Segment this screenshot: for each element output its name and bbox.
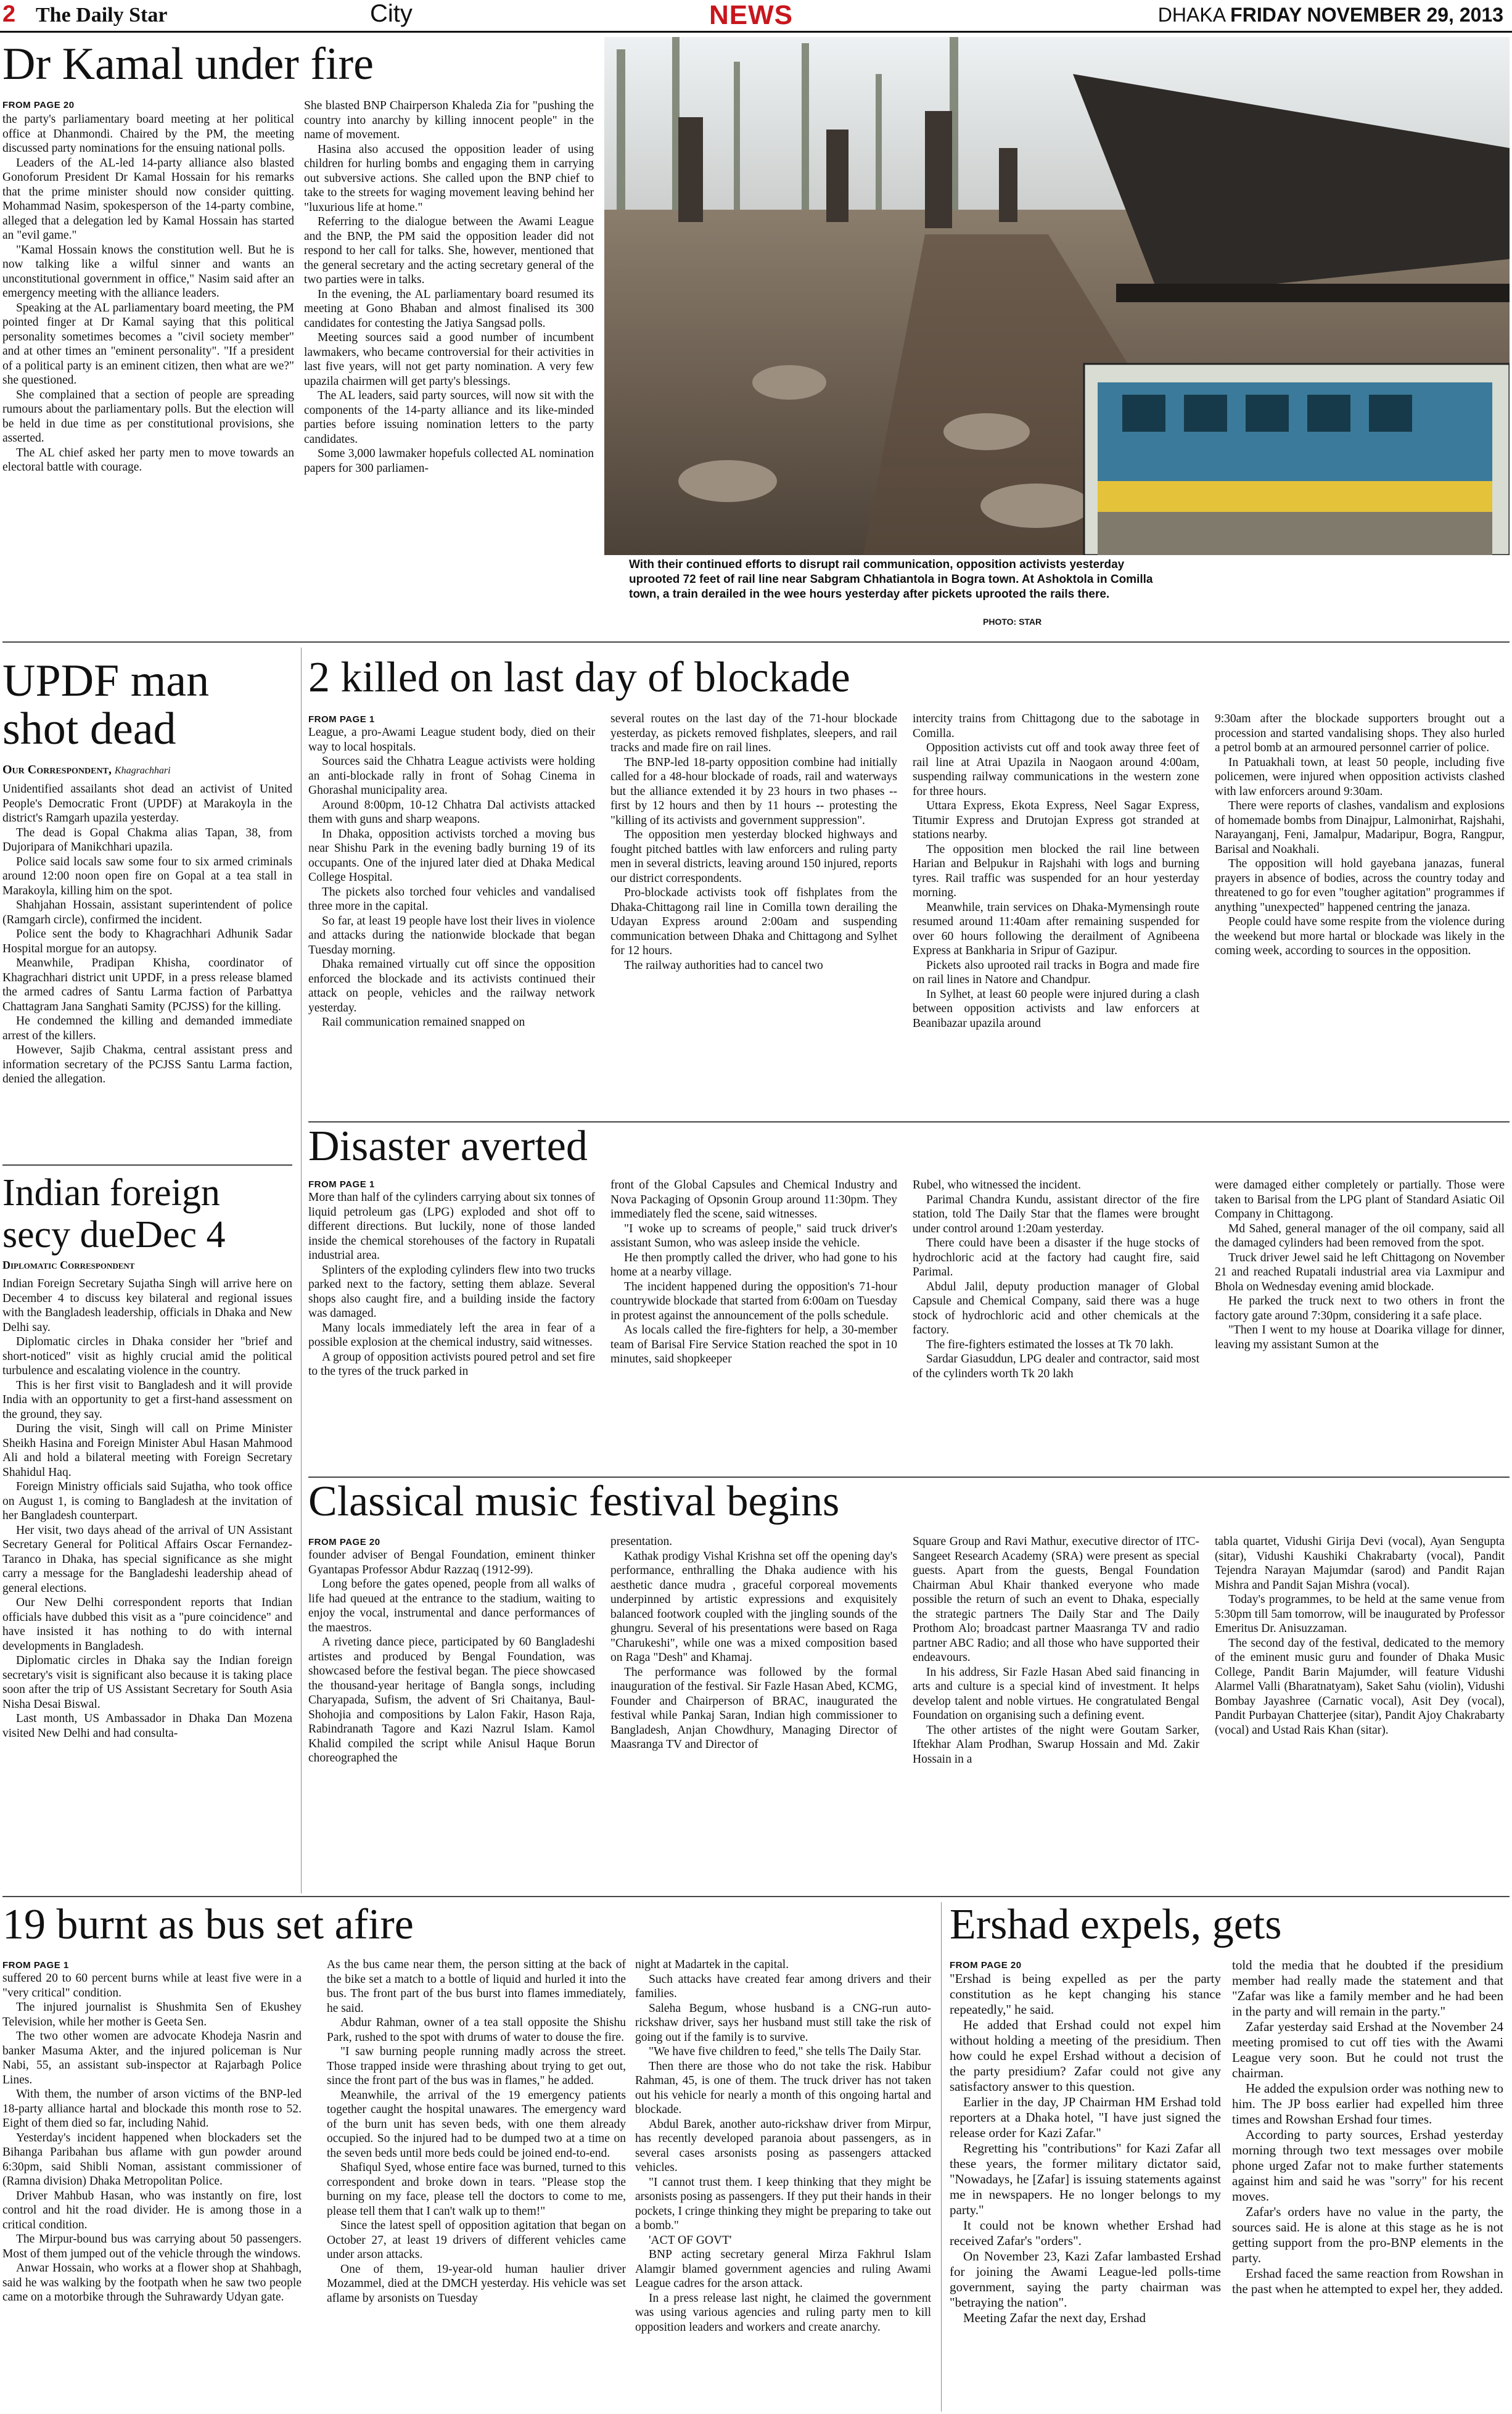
paragraph: As locals called the fire-fighters for help, a 30-member team of Barisal Fire Service Station reached the spot in 10 minutes, said shopkeeper	[610, 1324, 897, 1366]
paragraph: In Sylhet, at least 60 people were injured during a clash between opposition activists and law enforcers at Beanibazar upazila around	[913, 987, 1199, 1030]
kicker-bus: FROM PAGE 1	[2, 1960, 69, 1971]
paragraph: The injured journalist is Shushmita Sen of Ekushey Television, while her mother is Geeta Sen.	[2, 2001, 302, 2029]
paragraph: Parimal Chandra Kundu, assistant director of the fire station, told The Daily Star that the flames were brought under control around 1:20am yesterday.	[913, 1193, 1199, 1235]
kicker-music: FROM PAGE 20	[308, 1537, 380, 1547]
dateline-date: FRIDAY NOVEMBER 29, 2013	[1230, 4, 1503, 26]
paper-logo: The Daily Star	[36, 4, 168, 27]
paragraph: front of the Global Capsules and Chemical Industry and Nova Packaging of Opsonin Group around 11:30pm. They immediately fled the scene, said witnesses.	[610, 1179, 897, 1221]
paragraph: Police said locals saw some four to six armed criminals around 12:00 noon open fire on Gopal at a tea stall in Marakoyla, killing him on the spot.	[2, 855, 292, 897]
paragraph: According to party sources, Ershad yesterday morning through two text messages over mobile phone urged Zafar not to make further statements against him and said he was "sorry" for his recent moves.	[1232, 2127, 1503, 2204]
paragraph: Driver Mahbub Hasan, who was instantly on fire, lost control and hit the road divider. He is among those in a critical condition.	[2, 2189, 302, 2231]
column	[610, 1178, 897, 1475]
column	[304, 99, 594, 632]
paragraph: Her visit, two days ahead of the arrival of UN Assistant Secretary General for Political Affairs Oscar Fernandez-Taranco in Dhaka, has special significance as she might carry a message for the Bangladeshi leadership ahead of general elections.	[2, 1523, 292, 1595]
paragraph: were damaged either completely or partially. Those were taken to Barisal from the LPG plant of Standard Asiatic Oil Company in Chittagong.	[1215, 1179, 1505, 1221]
paragraph: Meanwhile, Pradipan Khisha, coordinator of Khagrachhari district unit UPDF, in a press release blamed the armed cadres of Santu Larma faction of Parbattya Chattagram Jana Sanghati Samity (PCJSS) for the killing.	[2, 957, 292, 1013]
column	[2, 1971, 302, 2412]
paragraph: "I cannot trust them. I keep thinking that they might be arsonists posing as passengers. If they put their hands in their pockets, I cringe thinking they might be preparing to take out a bomb."	[635, 2175, 931, 2232]
paragraph: The opposition men blocked the rail line between Harian and Belpukur in Rajshahi with logs and burning tyres. Rail traffic was suspended for an hour yesterday morning.	[913, 842, 1199, 899]
dateline	[1158, 4, 1503, 27]
paragraph: "Ershad is being expelled as per the party constitution as he kept changing his stance repeatedly," he said.	[950, 1971, 1221, 2017]
masthead-rule	[0, 31, 1512, 33]
paragraph: Dhaka remained virtually cut off since the opposition enforced the blockade and its activists continued their attack on people, vehicles and the railway network yesterday.	[308, 958, 595, 1015]
paragraph: tabla quartet, Vidushi Girija Devi (vocal), Ayan Sengupta (sitar), Vidushi Kaushiki Chakrabarty (vocal), Pandit Tejendra Narayan Majumdar (sarod) and Pandit Rajan Mishra and Pandit Sajan Mishra (vocal).	[1215, 1535, 1505, 1592]
section-name: City	[370, 0, 413, 27]
paragraph: One of them, 19-year-old human haulier driver Mozammel, died at the DMCH yesterday. His vehicle was set aflame by arsonists on Tuesday	[327, 2262, 626, 2305]
paragraph: Unidentified assailants shot dead an activist of United People's Democratic Front (UPDF) at Marakoyla in the district's Ramgarh upazila yesterday.	[2, 783, 292, 825]
paragraph: Diplomatic circles in Dhaka consider her "brief and short-noticed" visit as highly crucial amid the political turbulence and escalating violence in the country.	[2, 1335, 292, 1377]
paragraph: Anwar Hossain, who works at a flower shop at Shahbagh, said he was walking by the footpath when he saw two people came on a motorbike through the Suhrawardy Udyan gate.	[2, 2262, 302, 2304]
photo-railway	[604, 37, 1510, 555]
paragraph: night at Madartek in the capital.	[635, 1958, 789, 1971]
paragraph: More than half of the cylinders carrying about six tonnes of liquid petroleum gas (LPG) exploded and shot off to different directions. But luckily, none of those landed inside the chemical storehouses of the factory in Rupatali industrial area.	[308, 1191, 595, 1262]
paragraph: intercity trains from Chittagong due to the sabotage in Comilla.	[913, 712, 1199, 740]
paragraph: Splinters of the exploding cylinders flew into two trucks parked next to the factory, setting them ablaze. Several shops also caught fire, and a building inside the factory was damaged.	[308, 1263, 595, 1320]
paragraph: Diplomatic circles in Dhaka say the Indian foreign secretary's visit is significant also because it is taking place soon after the trip of US Assistant Secretary for South Asia Nisha Desai Biswal.	[2, 1654, 292, 1711]
paragraph: Pro-blockade activists took off fishplates from the Dhaka-Chittagong rail line in Comilla town derailing the Udayan Express around 2:00am and suspending communication between Dhaka and Chittagong and Sylhet for 12 hours.	[610, 886, 897, 957]
paragraph: Zafar yesterday said Ershad at the November 24 meeting promised to cut off ties with the Awami League very soon. But he could not trust the chairman.	[1232, 2019, 1503, 2080]
paragraph: Ershad faced the same reaction from Rowshan in the past when he attempted to expel her, they added.	[1232, 2266, 1503, 2296]
column-rule	[301, 648, 302, 1893]
kicker-blockade: FROM PAGE 1	[308, 714, 375, 725]
paragraph: 9:30am after the blockade supporters brought out a procession and started vandalising shops. They also hurled a petrol bomb at an armoured personnel carrier of police.	[1215, 712, 1505, 754]
column	[327, 1958, 626, 2412]
paragraph: She blasted BNP Chairperson Khaleda Zia for "pushing the country into anarchy by killing innocent people" in the name of movement.	[304, 99, 594, 141]
paragraph: A riveting dance piece, participated by 60 Bangladeshi artistes and produced by Bengal Foundation, was showcased before the festival began. The piece showcased the thousand-year heritage of Bangla songs, including Charyapada, Sufism, the advent of Sri Chaitanya, Baul-Shohojia and compositions by Lalon Fakir, Hason Raja, Rabindranath Tagore and Kazi Nazrul Islam. Kamol Khalid compiled the script while Anisul Haque Borun choreographed the	[308, 1636, 595, 1765]
kicker-kamal: FROM PAGE 20	[2, 100, 75, 110]
paragraph: "I woke up to screams of people," said truck driver's assistant Sumon, who was asleep inside the vehicle.	[610, 1222, 897, 1250]
paragraph: People could have some respite from the violence during the weekend but more hartal or blockade was likely in the coming week, according to sources in the opposition.	[1215, 915, 1505, 957]
paragraph: The other artistes of the night were Goutam Sarker, Iftekhar Alam Prodhan, Swarup Hossain and Md. Zakir Hossain in a	[913, 1723, 1199, 1766]
paragraph: The performance was followed by the formal inauguration of the festival. Sir Fazle Hasan Abed, KCMG, Founder and Chairperson of BRAC, inaugurated the festival while Pankaj Saran, Indian high commissioner to Bangladesh, Anjan Chowdhury, Managing Director of Maasranga TV and Director of	[610, 1665, 897, 1751]
paragraph: The opposition men yesterday blocked highways and fought pitched battles with law enforcers and ruling party men in several districts, leaving around 150 injured, reports our district correspondents.	[610, 828, 897, 885]
paragraph: The AL chief asked her party men to move towards an electoral battle with courage.	[2, 446, 294, 474]
paragraph: Square Group and Ravi Mathur, executive director of ITC-Sangeet Research Academy (SRA) were present as special guests. Apart from the guests, Bengal Foundation Chairman Abul Khair thanked everyone who made possible the return of such an event to Dhaka, especially the strategic partners The Daily Star and The Daily Prothom Alo; broadcast partner Maasranga TV and radio partner ABC Radio; and all those who have supported their endeavours.	[913, 1535, 1199, 1664]
paragraph: The opposition will hold gayebana janazas, funeral prayers in absence of bodies, across the country today and threatened to go for even "tougher agitation" programmes if anything "unexpected" happened centring the janaza.	[1215, 857, 1505, 914]
paragraph: In Dhaka, opposition activists torched a moving bus near Shishu Park in the evening badly burning 19 of its occupants. One of the injured later died at Dhaka Medical College Hospital.	[308, 827, 595, 884]
paragraph: founder adviser of Bengal Foundation, eminent thinker Gyantapas Professor Abdur Razzaq (1912-99).	[308, 1549, 595, 1576]
paragraph: the party's parliamentary board meeting at her political office at Dhanmondi. Chaired by the PM, the meeting discussed party nominations for the ensuing national polls.	[2, 113, 294, 155]
byline-author: Diplomatic Correspondent	[2, 1259, 135, 1271]
paragraph: A group of opposition activists poured petrol and set fire to the tyres of the truck parked in	[308, 1350, 595, 1378]
paragraph: Sources said the Chhatra League activists were holding an anti-blockade rally in front of Sohag Cinema in Ghorashal municipality area.	[308, 755, 595, 797]
column	[2, 1277, 292, 1893]
headline-updf: UPDF man shot dead	[2, 656, 210, 754]
page-number: 2	[2, 1, 16, 27]
paragraph: He added that Ershad could not expel him without holding a meeting of the presidium. Then how could he expel Ershad without a decision of the party presidium? Zafar could not give any satisfactory answer to this question.	[950, 2017, 1221, 2094]
paragraph: Meanwhile, train services on Dhaka-Mymensingh route resumed around 11:40am after remaining suspended for over 60 hours following the derailment of Agnibeena Express at Bankharia in Sripur of Gazipur.	[913, 900, 1199, 957]
section-divider	[2, 641, 1510, 643]
paragraph: With them, the number of arson victims of the BNP-led 18-party alliance hartal and blockade this month rose to 52. Eight of them died so far, including Nahid.	[2, 2088, 302, 2130]
paragraph: Meeting sources said a good number of incumbent lawmakers, who became controversial for their activities in last five years, will not get party nomination. A very few upazila chairmen will get party's blessings.	[304, 331, 594, 388]
paragraph: "I saw burning people running madly across the street. Those trapped inside were thrashing about trying to get out, since the front part of the bus was in flames," he added.	[327, 2045, 626, 2087]
paragraph: "We have five children to feed," she tells The Daily Star.	[649, 2045, 921, 2058]
paragraph: Some 3,000 lawmaker hopefuls collected AL nomination papers for 300 parliamen-	[304, 447, 594, 475]
paragraph: told the media that he doubted if the presidium member had really made the statement and that "Zafar was like a family member and he had been in the party and will remain in the party."	[1232, 1958, 1503, 2019]
paragraph: Last month, US Ambassador in Dhaka Dan Mozena visited New Delhi and had consulta-	[2, 1712, 292, 1740]
paragraph: The pickets also torched four vehicles and vandalised three more in the capital.	[308, 885, 595, 913]
paragraph: Many locals immediately left the area in fear of a possible explosion at the chemical industry, said witnesses.	[308, 1321, 595, 1349]
column	[1232, 1958, 1503, 2412]
dateline-city: DHAKA	[1157, 4, 1225, 26]
byline-updf	[2, 763, 292, 777]
paragraph: Opposition activists cut off and took away three feet of rail line at Atrai Upazila in Naogaon around 4:00am, suspending railway communications in the western zone for three hours.	[913, 741, 1199, 798]
column	[950, 1971, 1221, 2412]
headline-ershad: Ershad expels, gets	[950, 1901, 1282, 1948]
section-divider	[2, 1896, 1510, 1897]
kicker-ershad: FROM PAGE 20	[950, 1960, 1022, 1971]
paragraph: So far, at least 19 people have lost their lives in violence and attacks during the nationwide blockade that began Tuesday morning.	[308, 914, 595, 957]
paragraph: Uttara Express, Ekota Express, Neel Sagar Express, Titumir Express and Drutojan Express got stranded at stations nearby.	[913, 799, 1199, 841]
paragraph: This is her first visit to Bangladesh and it will provide India with an opportunity to get a first-hand assessment on the ground, they say.	[2, 1378, 292, 1421]
paragraph: In the evening, the AL parliamentary board resumed its meeting at Gono Bhaban and almost finalised its 300 candidates for contesting the Jatiya Sangsad polls.	[304, 287, 594, 330]
paragraph: Earlier in the day, JP Chairman HM Ershad told reporters at a Dhaka hotel, "I have just signed the release order for Kazi Zafar."	[950, 2095, 1221, 2140]
paragraph: She complained that a section of people are spreading rumours about the parliamentary polls. But the election will be held in due time as per constitutional provisions, she asserted.	[2, 388, 294, 445]
section-divider	[2, 1164, 292, 1166]
paragraph: In a press release last night, he claimed the government was using various agencies and ruling party men to kill opposition leaders and workers and create anarchy.	[635, 2291, 931, 2334]
paragraph: League, a pro-Awami League student body, died on their way to local hospitals.	[308, 726, 595, 754]
paragraph: It could not be known whether Ershad had received Zafar's "orders".	[950, 2218, 1221, 2248]
headline-music: Classical music festival begins	[308, 1478, 840, 1525]
paragraph: Rail communication remained snapped on	[322, 1016, 525, 1029]
paragraph: "Kamal Hossain knows the constitution well. But he is now talking like a wilful sinner and wants an unconstitutional government in office," Nasim said after an emergency meeting with the alliance leaders.	[2, 243, 294, 300]
paragraph: Pickets also uprooted rail tracks in Bogra and made fire on rail lines in Natore and Chandpur.	[913, 958, 1199, 986]
kicker-disaster: FROM PAGE 1	[308, 1179, 375, 1190]
paragraph: In his address, Sir Fazle Hasan Abed said financing in arts and culture is a special kind of investment. It helps develop talent and noble virtues. He congratulated Bengal Foundation on organising such a defining event.	[913, 1665, 1199, 1722]
column	[308, 1190, 595, 1475]
headline-blockade: 2 killed on last day of blockade	[308, 654, 850, 701]
photo-credit: PHOTO: STAR	[983, 617, 1042, 627]
paragraph: Today's programmes, to be held at the same venue from 5:30pm till 5am tomorrow, will be inaugurated by Professor Emeritus Dr. Anisuzzaman.	[1215, 1593, 1505, 1635]
paragraph: Md Sahed, general manager of the oil company, said all the damaged cylinders had been removed from the spot.	[1215, 1222, 1505, 1250]
paragraph: Zafar's orders have no value in the party, the sources said. He is alone at this stage as he is not getting support from the pro-BNP elements in the party.	[1232, 2204, 1503, 2265]
paragraph: Since the latest spell of opposition agitation that began on October 27, at least 19 drivers of different vehicles came under arson attacks.	[327, 2219, 626, 2261]
paragraph: Yesterday's incident happened when blockaders set the Bihanga Paribahan bus aflame with gun powder around 6:30pm, said Shibli Noman, assistant commissioner of (Ramna division) Dhaka Metropolitan Police.	[2, 2131, 302, 2188]
paragraph: Police sent the body to Khagrachhari Adhunik Sadar Hospital morgue for an autopsy.	[2, 928, 292, 955]
paragraph: The AL leaders, said party sources, will now sit with the components of the 14-party alliance and its like-minded parties before issuing nomination letters to the party candidates.	[304, 389, 594, 446]
paragraph: As the bus came near them, the person sitting at the back of the bike set a match to a bottle of liquid and hurled it into the bus. The front part of the bus burst into flames immediately, he said.	[327, 1958, 626, 2015]
paragraph: Referring to the dialogue between the Awami League and the BNP, the PM said the opposition leader did not respond to her call for talks. She, however, mentioned that the general secretary and the acting secretary general of the two parties were in talks.	[304, 215, 594, 286]
paragraph: Foreign Ministry officials said Sujatha, who took office on August 1, is coming to Bangladesh at the invitation of her Bangladesh counterpart.	[2, 1480, 292, 1522]
paragraph: Speaking at the AL parliamentary board meeting, the PM pointed finger at Dr Kamal saying that this political personality sometimes becomes a "civil society member" and at other times an "eminent personality". "If a president of a political party is an eminent citizen, then what are we?" she questioned.	[2, 301, 294, 387]
paragraph: Kathak prodigy Vishal Krishna set off the opening day's performance, enthralling the Dhaka audience with his aesthetic dance mudra , graceful corporeal movements underpinned by artistic expressions and exquisitely balanced footwork coupled with the jingling sounds of the ghungru. Several of his presentations were based on Raga "Charukeshi", while one was a mixed composition based on Raga "Desh" and Khamaj.	[610, 1549, 897, 1664]
paragraph: "Then I went to my house at Doarika village for dinner, leaving my assistant Sumon at the	[1215, 1324, 1505, 1351]
paragraph: Indian Foreign Secretary Sujatha Singh will arrive here on December 4 to discuss key bilateral and regional issues with the Bangladesh leadership, officials in Dhaka and New Delhi say.	[2, 1277, 292, 1334]
paragraph: suffered 20 to 60 percent burns while at least five were in a "very critical" condition.	[2, 1972, 302, 2000]
paragraph: Abdur Rahman, owner of a tea stall opposite the Shishu Park, rushed to the spot with drums of water to douse the fire.	[327, 2016, 626, 2044]
paragraph: He then promptly called the driver, who had gone to his home at a nearby village.	[610, 1251, 897, 1279]
paragraph: Sardar Giasuddun, LPG dealer and contractor, said most of the cylinders worth Tk 20 lakh	[913, 1353, 1199, 1380]
column	[2, 112, 294, 632]
paragraph: There could have been a disaster if the huge stocks of hydrochloric acid at the factory had caught fire, said Parimal.	[913, 1237, 1199, 1279]
paragraph: Around 8:00pm, 10-12 Chhatra Dal activists attacked them with guns and sharp weapons.	[308, 798, 595, 826]
column	[610, 712, 897, 1120]
paragraph: The two other women are advocate Khodeja Nasrin and banker Masuma Akter, and the injured policeman is Nur Nabi, 55, an assistant sub-inspector at Rajarbagh Police Lines.	[2, 2030, 302, 2087]
paragraph: Long before the gates opened, people from all walks of life had queued at the entrance to the stadium, waiting to enjoy the vocal, instrumental and dance performances of the maestros.	[308, 1578, 595, 1634]
headline-disaster: Disaster averted	[308, 1123, 588, 1170]
paragraph: The dead is Gopal Chakma alias Tapan, 38, from Dujoripara of Manikchhari upazila.	[2, 826, 292, 854]
byline-author: Our Correspondent,	[2, 763, 112, 777]
column	[308, 725, 595, 1120]
paragraph: On November 23, Kazi Zafar lambasted Ershad for joining the Awami League-led polls-time government, saying the party chairman was "betraying the nation".	[950, 2249, 1221, 2310]
paragraph: Regretting his "contributions" for Kazi Zafar all these years, the former military dictator said, "Nowadays, he [Zafar] is issuing statements against me in newspapers. He no longer belongs to my party."	[950, 2141, 1221, 2217]
column	[913, 1534, 1199, 1893]
paragraph: The fire-fighters estimated the losses at Tk 70 lakh.	[926, 1338, 1173, 1351]
headline-indian: Indian foreign secy dueDec 4	[2, 1172, 226, 1256]
paragraph: Abdul Barek, another auto-rickshaw driver from Mirpur, has recently developed paranoia about passengers, as in several cases arsonists posing as passengers attacked vehicles.	[635, 2117, 931, 2174]
column	[1215, 1178, 1505, 1475]
column	[1215, 1534, 1505, 1893]
column	[913, 712, 1199, 1120]
byline-indian	[2, 1258, 292, 1272]
paragraph: Meeting Zafar the next day, Ershad	[963, 2310, 1146, 2325]
byline-place: Khagrachhari	[114, 765, 171, 776]
paragraph: Truck driver Jewel said he left Chittagong on November 21 and reached Rupatali industrial area via Laxmipur and Bhola on Wednesday evening amid blockade.	[1215, 1251, 1505, 1293]
paragraph: The second day of the festival, dedicated to the memory of the eminent music guru and founder of Dhaka Music College, Pandit Barin Majumder, will feature Vidushi Alarmel Valli (Bharatnatyam), Saket Sahu (violin), Vidushi Bombay Jayashree (Carnatic vocal), Asit Dey (vocal), Pandit Purbayan Chatterjee (sitar), Pandit Ajoy Chakrabarty (vocal) and Ustad Rais Khan (sitar).	[1215, 1636, 1505, 1737]
paragraph: Abdul Jalil, deputy production manager of Global Capsule and Chemical Company, said there was a huge stock of hydrochloric acid and other chemicals at the factory.	[913, 1280, 1199, 1337]
headline-bus: 19 burnt as bus set afire	[2, 1901, 414, 1948]
column	[1215, 712, 1505, 1120]
paragraph: The BNP-led 18-party opposition combine had initially called for a 48-hour blockade of roads, rail and waterways but the alliance extended it by 23 hours in two phases -- first by 12 hours and then by 11 hours -- protesting the "killing of its activists and government suppression".	[610, 756, 897, 827]
paragraph: several routes on the last day of the 71-hour blockade yesterday, as pickets removed fishplates, sleepers, and rail tracks and made fire on rail lines.	[610, 712, 897, 754]
paragraph: Then there are those who do not take the risk. Habibur Rahman, 45, is one of them. The truck driver has not taken out his vehicle for nearly a month of this ongoing hartal and blockade.	[635, 2059, 931, 2116]
paragraph: Hasina also accused the opposition leader of using children for hurling bombs and engaging them in carrying out subversive actions. She called upon the BNP chief to take to the streets for waging movement leaving behind her "luxurious life at home."	[304, 142, 594, 214]
paragraph: Meanwhile, the arrival of the 19 emergency patients together caught the hospital unawares. The emergency ward of the burn unit has seven beds, with one them already occupied. So the injured had to be dumped two at a time on the seven beds until more beds could be joined end-to-end.	[327, 2088, 626, 2160]
column-rule	[941, 1902, 942, 2412]
paragraph: Such attacks have created fear among drivers and their families.	[635, 1972, 931, 2000]
paragraph: Leaders of the AL-led 14-party alliance also blasted Gonoforum President Dr Kamal Hossain for his remarks that the prime minister should now consider quitting. Mohammad Nasim, spokesperson of the 14-party combine, alleged that a delegation led by Kamal Hossain has started an "evil game."	[2, 156, 294, 242]
paragraph: Shahjahan Hossain, assistant superintendent of police (Ramgarh circle), confirmed the incident.	[2, 899, 292, 926]
column	[610, 1534, 897, 1893]
column	[308, 1548, 595, 1893]
paragraph: Shafiqul Syed, whose entire face was burned, turned to this correspondent and broke down in tears. "Please stop the burning on my face, please tell the doctors to come to me, please tell them that I can't walk up to them!"	[327, 2161, 626, 2218]
paragraph: He added the expulsion order was nothing new to him. The JP boss earlier had expelled him three times and Rowshan Ershad four times.	[1232, 2081, 1503, 2127]
paragraph: Saleha Begum, whose husband is a CNG-run auto-rickshaw driver, says her husband must still take the risk of going out if the family is to survive.	[635, 2001, 931, 2044]
paragraph: However, Sajib Chakma, central assistant press and information secretary of the PCJSS Santu Larma faction, denied the allegation.	[2, 1044, 292, 1085]
paragraph: There were reports of clashes, vandalism and explosions of homemade bombs from Dinajpur, Lalmonirhat, Rajshahi, Narayanganj, Feni, Jamalpur, Madaripur, Bogra, Rangpur, Barisal and Noakhali.	[1215, 799, 1505, 856]
paragraph: During the visit, Singh will call on Prime Minister Sheikh Hasina and Foreign Minister Abul Hasan Mahmood Ali and hold a bilateral meeting with Foreign Secretary Shahidul Haq.	[2, 1422, 292, 1479]
column	[635, 1958, 931, 2412]
paragraph: The Mirpur-bound bus was carrying about 50 passengers. Most of them jumped out of the vehicle through the windows.	[2, 2233, 302, 2260]
paragraph: The railway authorities had to cancel two	[624, 958, 823, 972]
paragraph: He condemned the killing and demanded immediate arrest of the killers.	[2, 1015, 292, 1042]
paragraph: presentation.	[610, 1535, 673, 1548]
paragraph: Our New Delhi correspondent reports that Indian officials have dubbed this visit as a "pure coincidence" and have insisted it has nothing to do with internal developments in Bangladesh.	[2, 1596, 292, 1653]
section-label: NEWS	[709, 0, 793, 30]
paragraph: In Patuakhali town, at least 50 people, including five policemen, were injured when opposition activists clashed with law enforcers around 9:30am.	[1215, 756, 1505, 798]
column	[2, 782, 292, 1152]
railway-photo-illustration	[604, 37, 1510, 555]
headline-kamal: Dr Kamal under fire	[2, 39, 374, 89]
paragraph: Rubel, who witnessed the incident.	[913, 1179, 1081, 1192]
paragraph: BNP acting secretary general Mirza Fakhrul Islam Alamgir blamed government agencies and ruling Awami League cadres for the arson attack.	[635, 2248, 931, 2290]
column	[913, 1178, 1199, 1475]
paragraph: He parked the truck next to two others in front the factory gate around 7:30pm, considering it a safe place.	[1215, 1295, 1505, 1322]
photo-caption: With their continued efforts to disrupt rail communication, opposition activists yesterday uprooted 72 feet of rail line near Sabgram Chhatiantola in Bogra town. At Ashoktola in Comilla town, a train derailed in the wee hours yesterday after pickets uprooted the rails there.	[629, 558, 1153, 601]
paragraph: The incident happened during the opposition's 71-hour countrywide blockade that started from 6:00am on Tuesday in protest against the announcement of the polls schedule.	[610, 1280, 897, 1322]
paragraph: 'ACT OF GOVT'	[649, 2233, 732, 2247]
